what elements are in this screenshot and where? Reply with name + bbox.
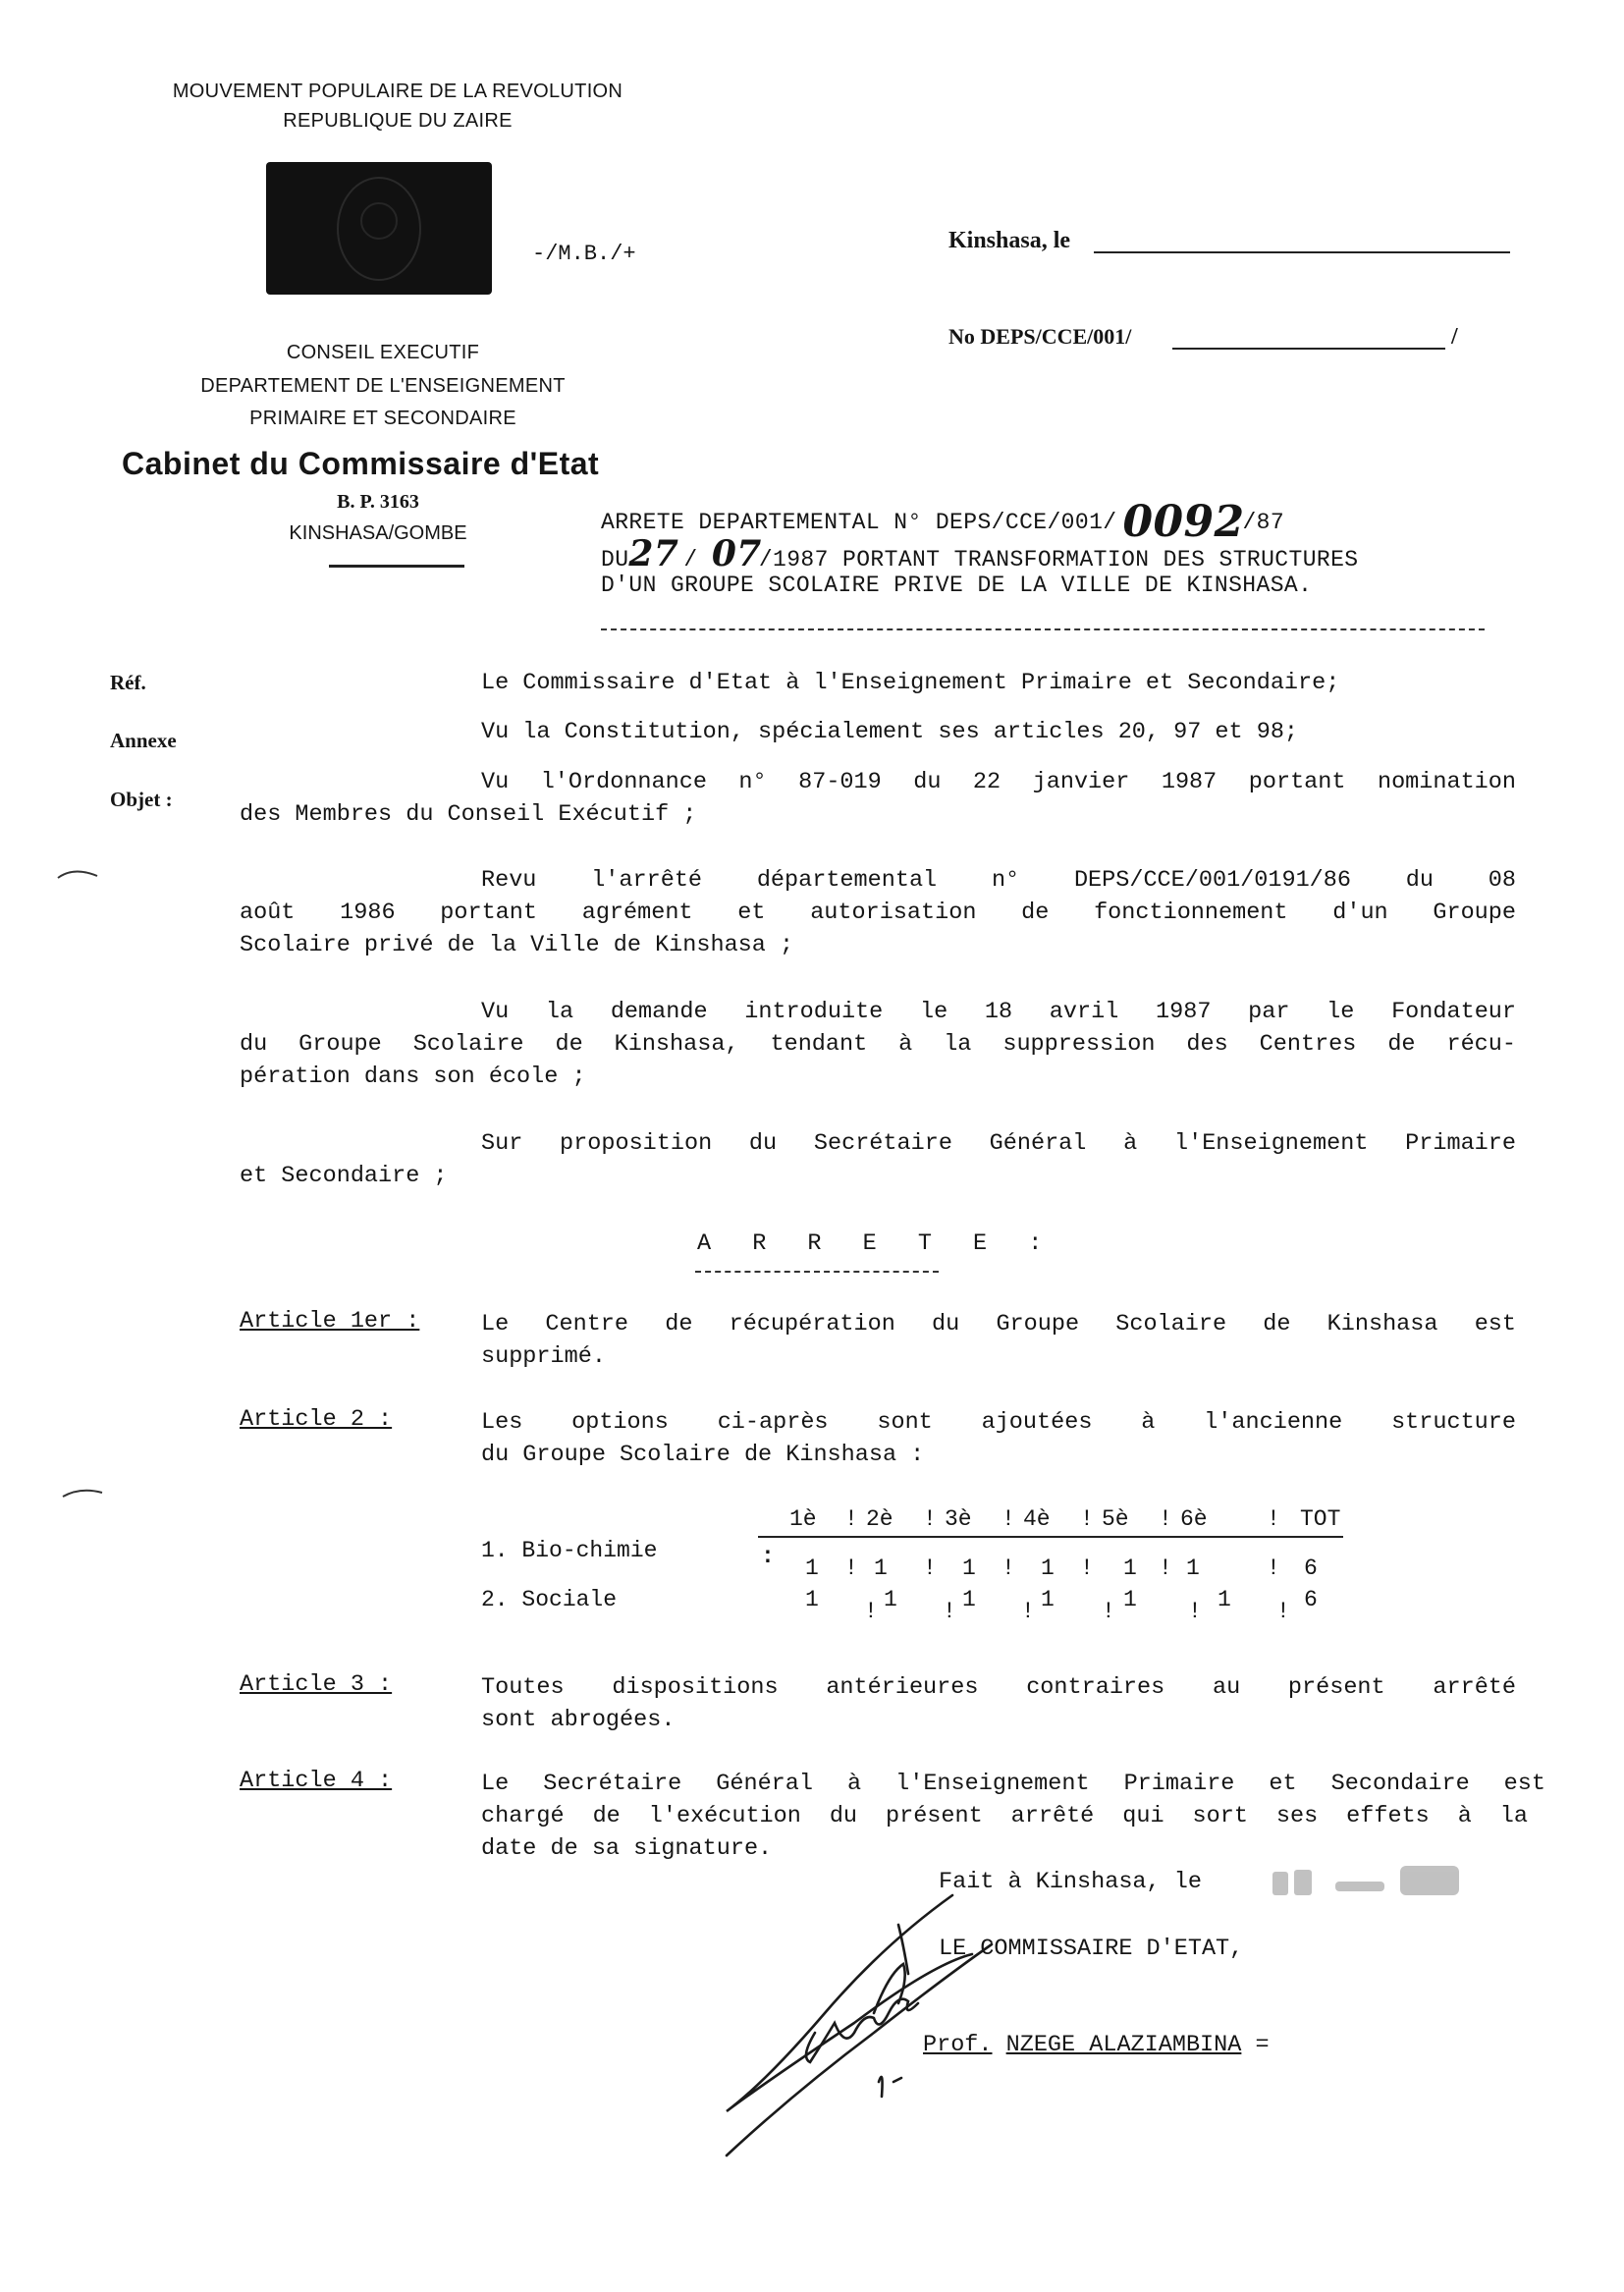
preamble-proposition-l1: Sur proposition du Secrétaire Général à l'Enseignement Primaire [481,1130,1516,1157]
options-sep: ! [1001,1555,1015,1581]
options-cell: 1 [962,1555,976,1581]
options-header-2: 2è [866,1506,893,1532]
options-sep: ! [1159,1555,1172,1581]
options-sep: ! [943,1599,956,1624]
options-header-3: 3è [945,1506,972,1532]
options-row-1-label: 1. Bio-chimie [481,1538,658,1563]
article-3-label: Article 3 : [240,1671,393,1698]
decree-number-handwritten: 0092 [1122,497,1245,547]
options-sep: ! [1001,1506,1015,1532]
letterhead-divider [329,565,464,568]
options-sep: ! [1021,1599,1035,1624]
closing-place: Fait à Kinshasa, le [939,1869,1202,1895]
options-sep: ! [1102,1599,1115,1624]
seal-emblem-icon [266,162,492,295]
article-4-l1: Le Secrétaire Général à l'Enseignement Primaire et Secondaire est [481,1771,1545,1797]
preamble-revu-l1: Revu l'arrêté départemental n° DEPS/CCE/001/0191/86 du 08 [481,867,1516,894]
preamble-ordonnance-l2: des Membres du Conseil Exécutif ; [240,801,697,828]
options-cell: 1 [805,1555,819,1581]
article-4-l3: date de sa signature. [481,1835,773,1862]
options-header-underline [758,1536,1343,1538]
preamble-constitution: Vu la Constitution, spécialement ses articles 20, 97 et 98; [481,719,1299,745]
options-sep: ! [844,1555,858,1581]
options-colon: : [761,1544,775,1569]
decree-prefix: ARRETE DEPARTEMENTAL N° DEPS/CCE/001/ [601,510,1117,535]
dept-line2: DEPARTEMENT DE L'ENSEIGNEMENT [200,375,566,397]
date-stamp-faded-icon [1267,1858,1483,1907]
number-blank-line [1172,348,1445,350]
options-sep: ! [1080,1506,1094,1532]
arrete-heading: A R R E T E : [697,1230,1056,1257]
options-cell: 1 [805,1587,819,1612]
decree-month-handwritten: 07 [711,533,762,574]
options-table [481,1501,1365,1628]
options-cell: 1 [1041,1587,1055,1612]
options-sep: ! [844,1506,858,1532]
reference-mark: -/M.B./+ [532,242,636,266]
decree-title-line3: D'UN GROUPE SCOLAIRE PRIVE DE LA VILLE DE KINSHASA. [601,573,1313,598]
signatory-full-name: NZEGE ALAZIAMBINA [1005,2032,1242,2058]
options-cell: 1 [884,1587,897,1612]
number-label: No DEPS/CCE/001/ [948,324,1132,349]
margin-punch-mark-icon [54,864,103,884]
date-blank-line [1094,251,1510,253]
handwritten-signature-icon [707,1885,1060,2170]
options-cell: 1 [962,1587,976,1612]
article-3-l1: Toutes dispositions antérieures contraires au présent arrêté [481,1674,1516,1701]
letterhead-city: KINSHASA/GOMBE [289,522,467,544]
options-header-6: 6è [1180,1506,1208,1532]
date-label: Kinshasa, le [948,228,1071,253]
options-cell: 1 [1123,1555,1137,1581]
decree-title-line2: DU27 / 07/1987 PORTANT TRANSFORMATION DES STRUCTURES [601,533,1359,574]
preamble-demande-l2: du Groupe Scolaire de Kinshasa, tendant à la suppression des Centres de récu- [240,1031,1516,1058]
signatory-suffix: = [1255,2032,1270,2058]
options-header-tot: TOT [1300,1506,1341,1532]
preamble-commissaire: Le Commissaire d'Etat à l'Enseignement Primaire et Secondaire; [481,670,1340,696]
decree-du: DU [601,547,629,573]
options-row-2-label: 2. Sociale [481,1587,618,1612]
options-sep: ! [1159,1506,1172,1532]
options-header-1: 1è [789,1506,817,1532]
options-sep: ! [1276,1599,1290,1624]
options-cell: 1 [874,1555,888,1581]
options-cell: 1 [1123,1587,1137,1612]
options-sep: ! [864,1599,878,1624]
options-cell: 6 [1304,1587,1318,1612]
decree-line2-suffix: 1987 PORTANT TRANSFORMATION DES STRUCTURES [773,547,1359,573]
preamble-ordonnance-l1: Vu l'Ordonnance n° 87-019 du 22 janvier 1987 portant nomination [481,769,1516,795]
cabinet-title: Cabinet du Commissaire d'Etat [122,446,600,481]
preamble-revu-l3: Scolaire privé de la Ville de Kinshasa ; [240,932,794,958]
article-1-label: Article 1er : [240,1308,420,1335]
article-4-label: Article 4 : [240,1768,393,1794]
article-3-l2: sont abrogées. [481,1707,676,1733]
preamble-proposition-l2: et Secondaire ; [240,1163,448,1189]
margin-ref-label: Réf. [110,671,146,694]
dept-line1: CONSEIL EXECUTIF [286,342,480,363]
decree-day-handwritten: 27 [628,533,679,574]
national-seal-image [266,162,492,295]
options-header-5: 5è [1102,1506,1129,1532]
preamble-demande-l1: Vu la demande introduite le 18 avril 1987 par le Fondateur [481,999,1516,1025]
options-cell: 1 [1186,1555,1200,1581]
options-sep: ! [923,1555,937,1581]
options-header-4: 4è [1023,1506,1051,1532]
article-2-l2: du Groupe Scolaire de Kinshasa : [481,1442,925,1468]
letterhead-line1: MOUVEMENT POPULAIRE DE LA REVOLUTION [172,81,623,102]
options-sep: ! [1267,1555,1280,1581]
preamble-demande-l3: pération dans son école ; [240,1064,586,1090]
article-2-label: Article 2 : [240,1406,393,1433]
margin-annexe-label: Annexe [110,729,177,752]
signatory-prefix: Prof. [923,2032,993,2058]
dept-line3: PRIMAIRE ET SECONDAIRE [249,408,516,429]
po-box: B. P. 3163 [337,491,419,513]
decree-title-underline [601,628,1485,630]
margin-objet-label: Objet : [110,788,173,811]
article-1-l1: Le Centre de récupération du Groupe Scolaire de Kinshasa est [481,1311,1516,1337]
article-2-l1: Les options ci-après sont ajoutées à l'ancienne structure [481,1409,1516,1436]
options-cell: 1 [1218,1587,1231,1612]
article-1-l2: supprimé. [481,1343,606,1370]
preamble-revu-l2: août 1986 portant agrément et autorisation de fonctionnement d'un Groupe [240,900,1516,926]
options-sep: ! [1267,1506,1280,1532]
closing-title: LE COMMISSAIRE D'ETAT, [939,1936,1244,1962]
options-sep: ! [1188,1599,1202,1624]
number-end-slash: / [1451,324,1458,350]
options-sep: ! [923,1506,937,1532]
arrete-heading-underline [695,1271,939,1273]
decree-suffix: /87 [1242,510,1285,535]
margin-punch-mark-icon-2 [59,1483,108,1502]
options-cell: 6 [1304,1555,1318,1581]
letterhead-line2: REPUBLIQUE DU ZAIRE [283,110,513,132]
options-sep: ! [1080,1555,1094,1581]
options-cell: 1 [1041,1555,1055,1581]
article-4-l2: chargé de l'exécution du présent arrêté qui sort ses effets à la [481,1803,1528,1829]
